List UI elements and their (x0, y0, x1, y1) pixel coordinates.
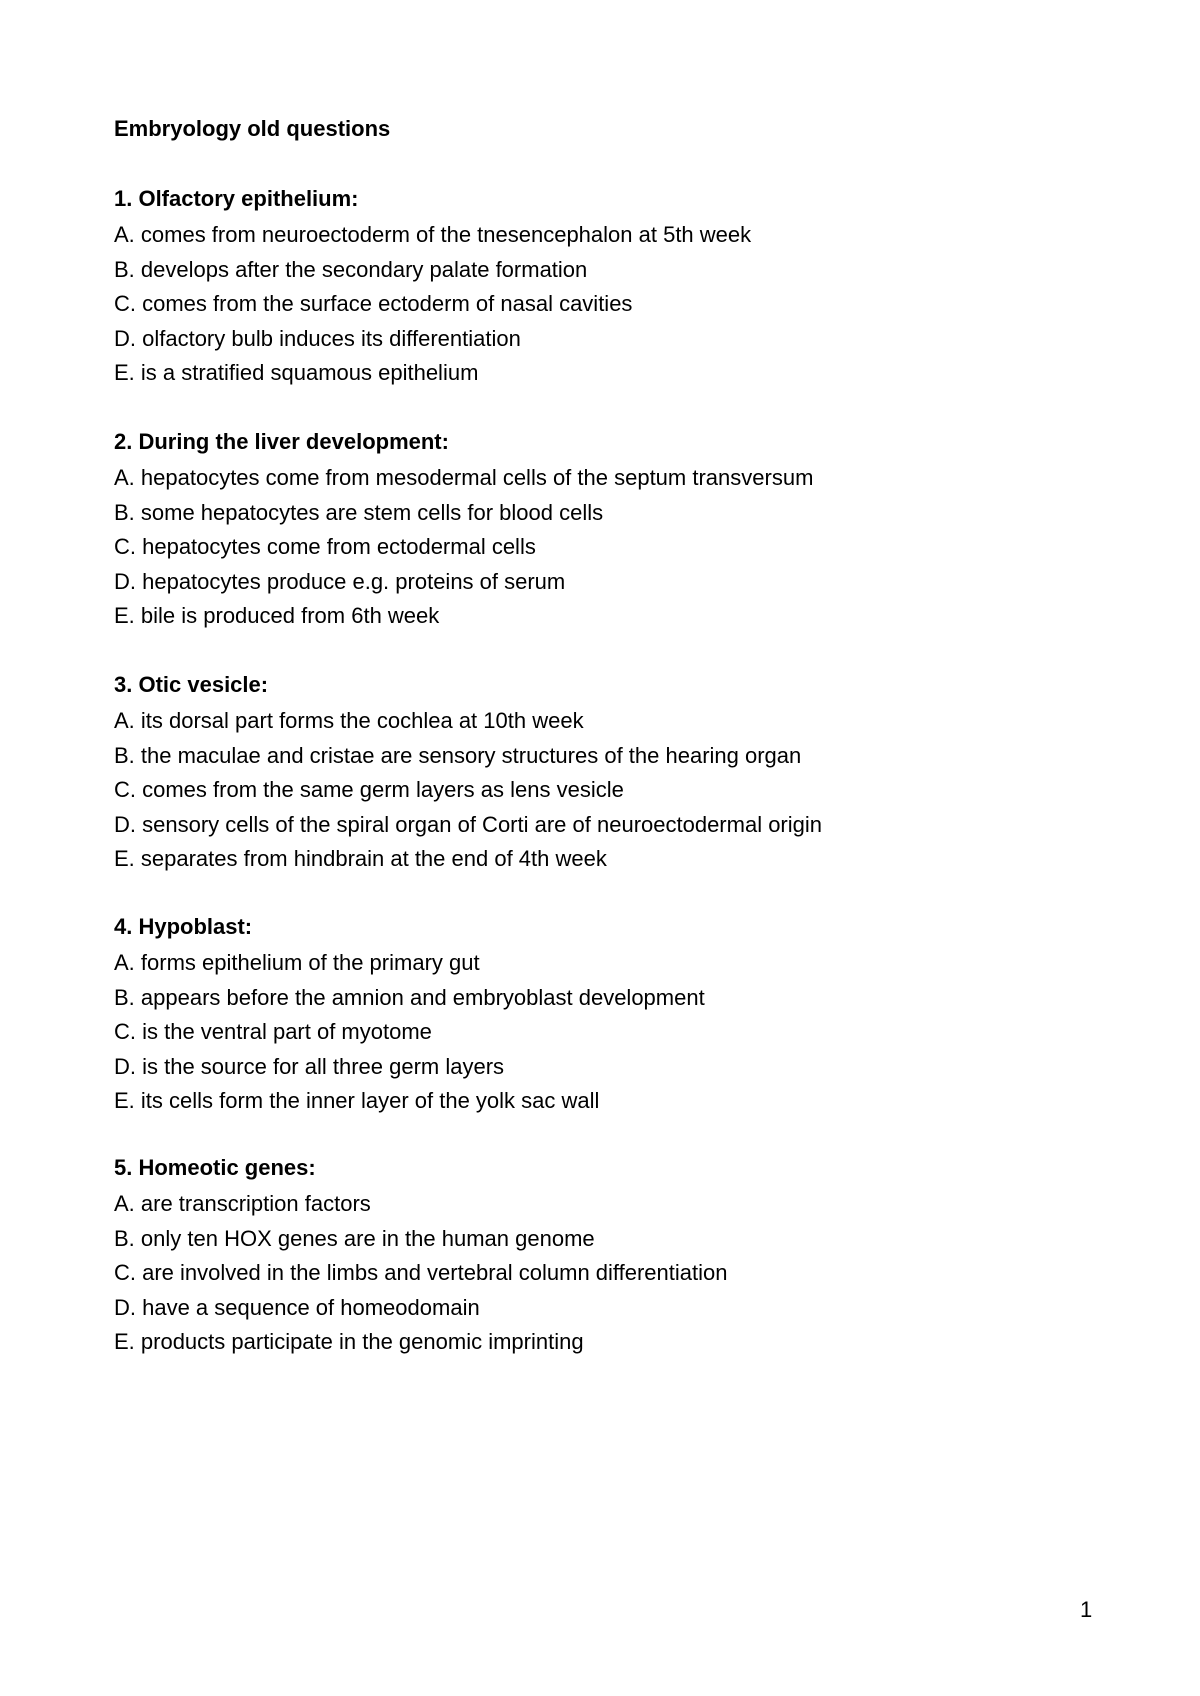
answer-option: C. comes from the same germ layers as lens vesicle (114, 777, 624, 802)
question-1 (114, 184, 1114, 391)
answer-option: E. separates from hindbrain at the end of 4th week (114, 846, 607, 871)
question-2 (114, 427, 1114, 634)
question-5 (114, 1153, 1114, 1360)
answer-option: D. olfactory bulb induces its differentiation (114, 325, 521, 351)
question-header: 2. During the liver development: (114, 429, 449, 454)
answer-options (114, 218, 1114, 391)
question-header: 3. Otic vesicle: (114, 672, 269, 697)
question-3 (114, 670, 1114, 877)
answer-options (114, 461, 1114, 634)
question-4 (114, 912, 1114, 1119)
answer-option: E. bile is produced from 6th week (114, 603, 440, 628)
answer-option: E. is a stratified squamous epithelium (114, 360, 479, 385)
answer-option: E. products participate in the genomic imprinting (114, 1329, 584, 1354)
answer-option: D. is the source for all three germ layers (114, 1053, 505, 1079)
answer-option: A. its dorsal part forms the cochlea at 10th week (114, 708, 584, 733)
answer-options (114, 1187, 1114, 1360)
answer-option: A. hepatocytes come from mesodermal cells of the septum transversum (114, 465, 814, 490)
answer-option: D. have a sequence of homeodomain (114, 1294, 480, 1320)
answer-option: B. only ten HOX genes are in the human genome (114, 1225, 595, 1251)
answer-option: C. are involved in the limbs and vertebral column differentiation (114, 1260, 728, 1285)
answer-option: A. comes from neuroectoderm of the tnesencephalon at 5th week (114, 222, 752, 247)
answer-option: D. sensory cells of the spiral organ of Corti are of neuroectodermal origin (114, 811, 823, 837)
question-header: 5. Homeotic genes: (114, 1155, 316, 1180)
answer-option: C. hepatocytes come from ectodermal cells (114, 534, 536, 559)
answer-option: E. its cells form the inner layer of the yolk sac wall (114, 1088, 600, 1113)
answer-option: A. forms epithelium of the primary gut (114, 950, 480, 975)
document-title: Embryology old questions (114, 116, 391, 141)
answer-option: D. hepatocytes produce e.g. proteins of serum (114, 568, 566, 594)
answer-option: C. comes from the surface ectoderm of nasal cavities (114, 291, 633, 316)
answer-option: A. are transcription factors (114, 1191, 371, 1216)
answer-options (114, 946, 1114, 1119)
question-header: 1. Olfactory epithelium: (114, 186, 359, 211)
answer-option: B. the maculae and cristae are sensory structures of the hearing organ (114, 742, 802, 768)
answer-option: B. appears before the amnion and embryoblast development (114, 984, 705, 1010)
answer-option: B. develops after the secondary palate formation (114, 256, 588, 282)
question-header: 4. Hypoblast: (114, 914, 253, 939)
answer-option: B. some hepatocytes are stem cells for blood cells (114, 499, 604, 525)
answer-option: C. is the ventral part of myotome (114, 1019, 432, 1044)
answer-options (114, 704, 1114, 877)
page-number: 1 (1080, 1597, 1093, 1622)
